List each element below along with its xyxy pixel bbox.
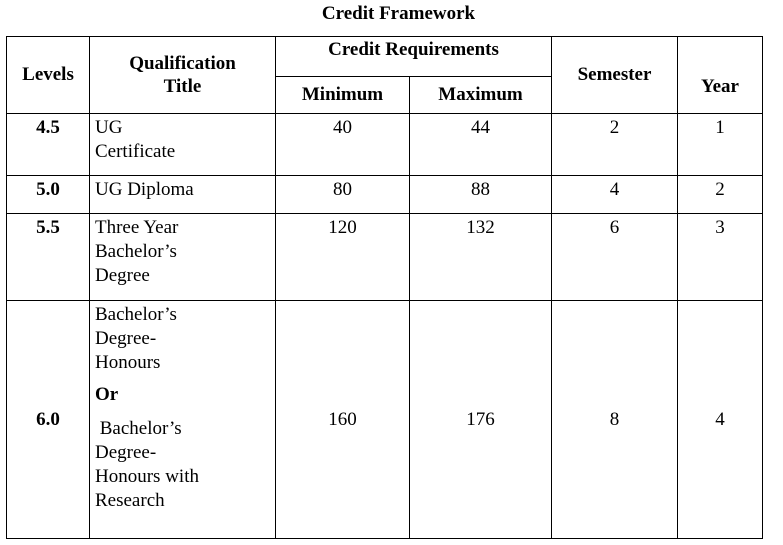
title-line: Honours	[95, 352, 161, 373]
table-row	[7, 114, 763, 176]
title-line: Degree-	[95, 442, 157, 463]
title-line: Certificate	[95, 141, 176, 162]
title-line: Honours with	[95, 466, 199, 487]
table-row	[7, 301, 763, 539]
semester-cell: 2	[552, 114, 678, 176]
minimum-cell: 80	[276, 176, 410, 214]
qualification-title-cell	[90, 214, 276, 301]
qualification-title-cell	[90, 114, 276, 176]
maximum-cell: 88	[410, 176, 552, 214]
year-cell: 4	[678, 301, 763, 539]
header-maximum: Maximum	[410, 77, 552, 114]
header-levels: Levels	[7, 37, 90, 114]
header-qualification-title	[90, 37, 276, 114]
table-row	[7, 214, 763, 301]
minimum-cell: 120	[276, 214, 410, 301]
maximum-cell: 176	[410, 301, 552, 539]
credit-framework-table	[6, 36, 763, 539]
header-semester: Semester	[552, 37, 678, 114]
title-line: Bachelor’s	[95, 418, 182, 439]
qualification-title-cell	[90, 176, 276, 214]
maximum-cell: 132	[410, 214, 552, 301]
level-cell: 5.5	[7, 214, 90, 301]
year-cell: 2	[678, 176, 763, 214]
level-cell: 4.5	[7, 114, 90, 176]
semester-cell: 8	[552, 301, 678, 539]
semester-cell: 6	[552, 214, 678, 301]
title-line: UG	[95, 117, 123, 138]
title-line: UG Diploma	[95, 179, 194, 200]
title-line: Bachelor’s	[95, 304, 177, 325]
minimum-cell: 160	[276, 301, 410, 539]
page-title: Credit Framework	[321, 3, 476, 24]
table-row	[7, 176, 763, 214]
minimum-cell: 40	[276, 114, 410, 176]
header-minimum: Minimum	[276, 77, 410, 114]
level-cell: 5.0	[7, 176, 90, 214]
year-cell: 1	[678, 114, 763, 176]
title-line: Three Year	[95, 217, 179, 238]
or-separator: Or	[95, 384, 119, 405]
qualification-title-cell	[90, 301, 276, 539]
year-cell: 3	[678, 214, 763, 301]
semester-cell: 4	[552, 176, 678, 214]
header-qualification-title-text: Qualification Title	[129, 53, 236, 97]
header-credit-requirements: Credit Requirements	[276, 37, 552, 77]
level-cell: 6.0	[7, 301, 90, 539]
title-line: Degree	[95, 265, 150, 286]
title-line: Research	[95, 490, 165, 511]
maximum-cell: 44	[410, 114, 552, 176]
title-line: Bachelor’s	[95, 241, 177, 262]
header-year: Year	[678, 37, 763, 114]
title-line: Degree-	[95, 328, 157, 349]
header-row	[7, 37, 763, 77]
